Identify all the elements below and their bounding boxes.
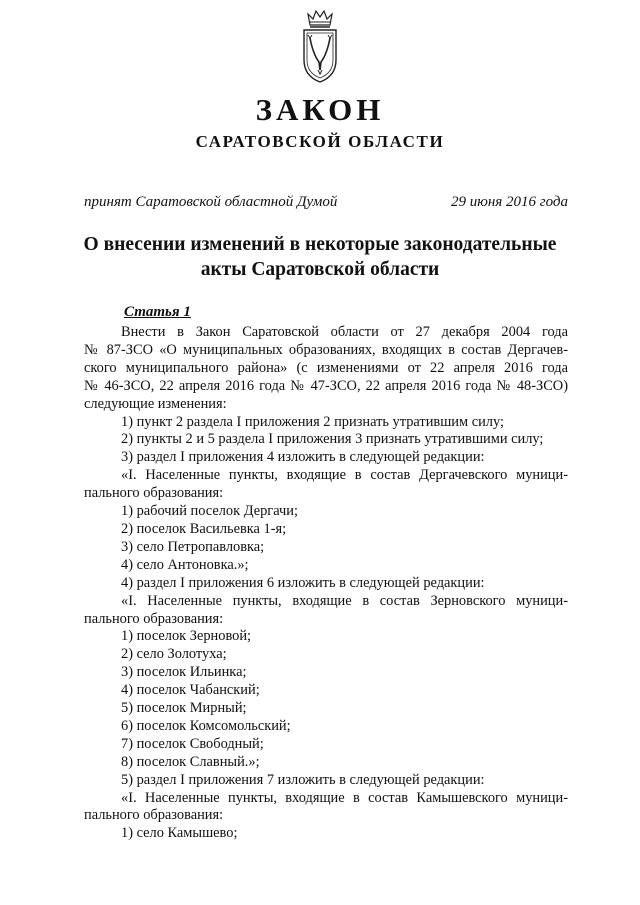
body-line: Внести в Закон Саратовской области от 27 декабря 2004 года xyxy=(121,324,568,340)
law-title: ЗАКОН xyxy=(255,92,385,127)
law-subject xyxy=(60,232,580,282)
body-line: пального образования: xyxy=(84,485,224,502)
article-heading: Статья 1 xyxy=(124,304,191,320)
list-item: 8) поселок Славный.»; xyxy=(121,753,260,770)
body-line: пального образования: xyxy=(84,610,224,627)
body-line: «I. Населенные пункты, входящие в состав Зерновского муници- xyxy=(121,592,568,609)
article-body xyxy=(84,324,568,843)
body-line: пального образования: xyxy=(84,807,224,824)
list-item: 2) пункты 2 и 5 раздела I приложения 3 признать утратившими силу; xyxy=(121,431,544,448)
list-item: 1) пункт 2 раздела I приложения 2 признать утратившим силу; xyxy=(121,413,504,430)
adopted-by: принят Саратовской областной Думой xyxy=(84,194,338,210)
coat-of-arms-emblem xyxy=(296,8,344,84)
list-item: 1) село Камышево; xyxy=(121,825,238,842)
adoption-date: 29 июня 2016 года xyxy=(451,194,568,210)
law-subject-line: акты Саратовской области xyxy=(200,259,440,280)
body-line: ского муниципального района» (с изменениями от 22 апреля 2016 года xyxy=(84,359,568,376)
list-item: 3) раздел I приложения 4 изложить в следующей редакции: xyxy=(121,449,485,466)
list-item: 4) поселок Чабанский; xyxy=(121,682,260,699)
list-item: 4) село Антоновка.»; xyxy=(121,556,249,573)
body-line: № 87-ЗСО «О муниципальных образованиях, входящих в состав Дергачев- xyxy=(84,341,568,358)
law-subject-line: О внесении изменений в некоторые законодательные xyxy=(83,234,557,255)
list-item: 6) поселок Комсомольский; xyxy=(121,717,291,734)
list-item: 1) поселок Зерновой; xyxy=(121,628,252,645)
adoption-line xyxy=(84,194,568,211)
list-item: 7) поселок Свободный; xyxy=(121,735,264,752)
region-title: САРАТОВСКОЙ ОБЛАСТИ xyxy=(195,132,445,151)
list-item: 4) раздел I приложения 6 изложить в следующей редакции: xyxy=(121,574,485,591)
body-line: № 46-ЗСО, 22 апреля 2016 года № 47-ЗСО, 22 апреля 2016 года № 48-ЗСО) xyxy=(84,377,568,394)
list-item: 1) рабочий поселок Дергачи; xyxy=(121,503,298,520)
body-line: «I. Населенные пункты, входящие в состав Дергачевского муници- xyxy=(121,467,568,484)
list-item: 3) поселок Ильинка; xyxy=(121,664,247,681)
list-item: 5) поселок Мирный; xyxy=(121,700,247,717)
list-item: 3) село Петропавловка; xyxy=(121,538,265,555)
body-line: «I. Населенные пункты, входящие в состав Камышевского муници- xyxy=(121,789,568,806)
list-item: 2) село Золотуха; xyxy=(121,646,227,663)
list-item: 5) раздел I приложения 7 изложить в следующей редакции: xyxy=(121,771,485,788)
body-line: следующие изменения: xyxy=(84,395,227,412)
list-item: 2) поселок Васильевка 1-я; xyxy=(121,520,287,537)
